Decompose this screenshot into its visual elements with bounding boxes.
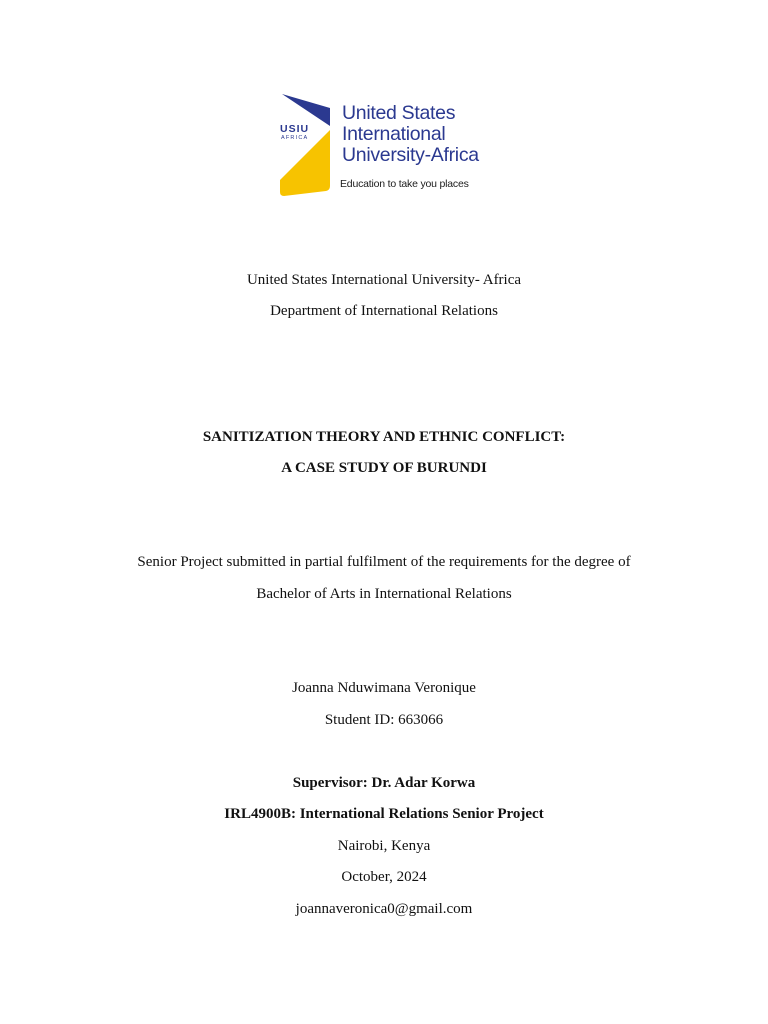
logo-name-line: University-Africa — [342, 144, 479, 166]
submission-statement-line-1: Senior Project submitted in partial fulfilment of the requirements for the degree of — [137, 554, 631, 570]
university-name: United States International University- Africa — [246, 272, 522, 288]
submission-date: October, 2024 — [341, 869, 427, 885]
usiu-emblem-icon — [278, 94, 334, 196]
logo-tagline: Education to take you places — [340, 178, 469, 190]
logo-name-line: International — [342, 123, 446, 145]
document-title-line-2: A CASE STUDY OF BURUNDI — [281, 460, 487, 476]
location: Nairobi, Kenya — [337, 838, 431, 854]
university-logo — [278, 94, 498, 198]
author-email: joannaveronica0@gmail.com — [295, 901, 473, 917]
logo-name-line: United States — [342, 102, 456, 124]
logo-abbreviation: USIU — [280, 123, 310, 135]
student-id: Student ID: 663066 — [324, 712, 444, 728]
logo-wordmark — [342, 103, 479, 166]
document-title-line-1: SANITIZATION THEORY AND ETHNIC CONFLICT: — [202, 429, 566, 445]
logo-abbreviation-sub: AFRICA — [281, 135, 309, 141]
department-name: Department of International Relations — [270, 303, 498, 319]
supervisor: Supervisor: Dr. Adar Korwa — [292, 775, 476, 791]
submission-statement-line-2: Bachelor of Arts in International Relations — [256, 586, 512, 602]
author-name: Joanna Nduwimana Veronique — [292, 680, 476, 696]
course-code: IRL4900B: International Relations Senior Project — [224, 806, 544, 822]
